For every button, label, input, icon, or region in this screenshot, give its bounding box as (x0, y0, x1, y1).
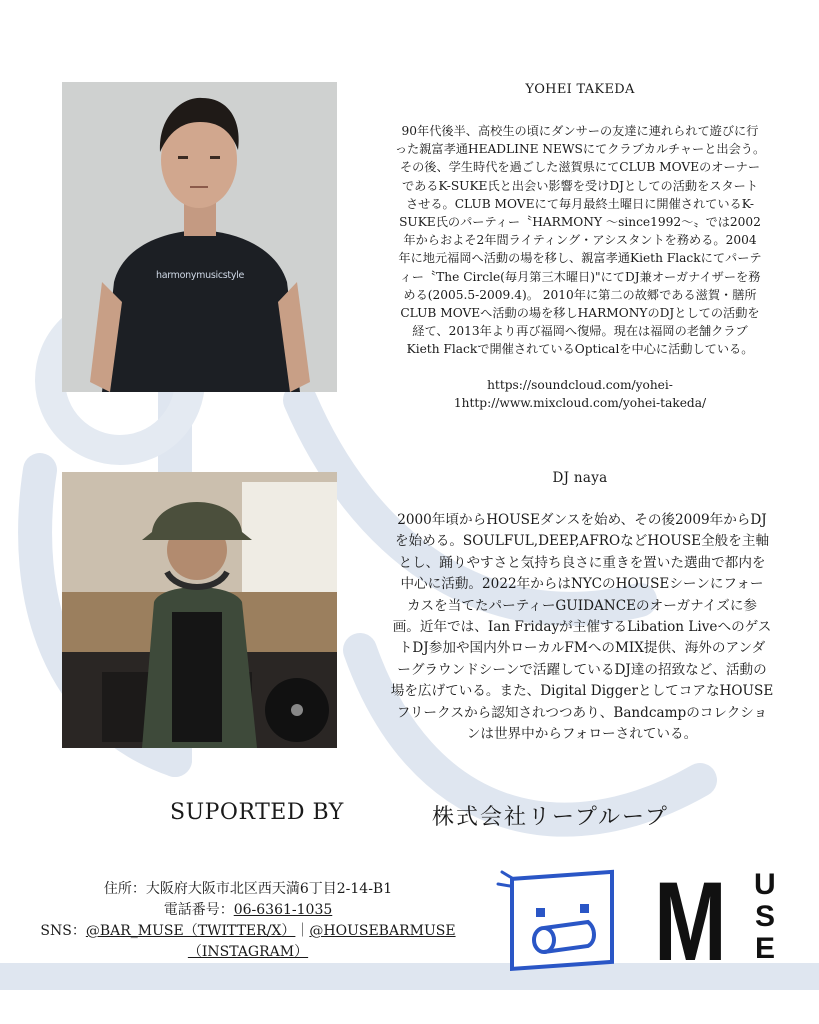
mixcloud-link[interactable]: 1http://www.mixcloud.com/yohei-takeda/ (453, 396, 707, 410)
shirt-print: harmonymusicstyle (155, 270, 245, 281)
mascot-logo-icon (496, 868, 622, 976)
profile-name: YOHEI TAKEDA (525, 82, 635, 97)
profile-bio: 2000年頃からHOUSEダンスを始め、その後2009年からDJ を始める。SOULFUL,DEEP,AFROなどHOUSE全般を主軸 とし、踊りやすさと気持ち良さに重きを置いた選曲で都内を 中心に活動。2022年からはNYCのHOUSEシーンにフォー カスを当てたパーティーGUIDANCEのオーガナイズに参 画。近年では、Ian Fridayが主催するLibation Liveへのゲス トDJ参加や国内外ローカルFMへのMIX提供、海外のアンダ ーグラウンドシーンで活躍しているDJ達の招致など、活動の 場を広げている。また、Digital DiggerとしてコアなHOUSE フリークスから認知されつつあり、Bandcampのコレクショ ンは世界中からフォローされている。 (390, 512, 774, 743)
yohei-takeda-photo (62, 82, 337, 392)
twitter-link[interactable]: @BAR_MUSE（TWITTER/X） (85, 923, 296, 939)
phone-label: 電話番号： (163, 902, 234, 918)
muse-logo (654, 859, 794, 984)
bottom-strip (0, 990, 819, 1024)
muse-letter-e: E (755, 932, 776, 965)
muse-letter-m: M (654, 859, 727, 984)
contact-info (18, 879, 478, 963)
sponsor-company-name: 株式会社リープループ (432, 805, 669, 830)
sns-label: SNS： (40, 923, 86, 939)
profile-links (360, 376, 800, 412)
dj-naya-photo (62, 472, 337, 748)
soundcloud-link[interactable]: https://soundcloud.com/yohei- (487, 378, 673, 392)
phone-link[interactable]: 06-6361-1035 (233, 902, 333, 918)
muse-letter-u: U (754, 868, 776, 901)
instagram-label[interactable]: （INSTAGRAM） (187, 944, 309, 960)
profile-bio: 90年代後半、高校生の頃にダンサーの友達に連れられて遊びに行 った親富孝通HEADLINE NEWSにてクラブカルチャーと出会う。 その後、学生時代を過ごした滋賀県にてCLUB MOVEのオーナー であるK-SUKE氏と出会い影響を受けDJとしての活動をスタート させる。CLUB MOVEにて毎月最終土曜日に開催されているK- SUKE氏のパーティー〝HARMONY 〜since1992〜〟では2002 年からおよそ2年間ライティング・アシスタントを務める。2004 年に地元福岡へ活動の場を移し、親富孝通Kieth Flackにてパーテ ィー〝The Circle(毎月第三木曜日)"にてDJ兼オーガナイザーを務 める(2005.5-2009.4)。 2010年に第二の故郷である滋賀・膳所 CLUB MOVEへ活動の場を移しHARMONYのDJとしての活動を 経て、2013年より再び福岡へ復帰。現在は福岡の老舗クラブ Kieth Flackで開催されているOpticalを中心に活動している。 (394, 124, 766, 357)
instagram-link[interactable]: @HOUSEBARMUSE (309, 923, 456, 939)
profile-name: DJ naya (552, 470, 608, 486)
muse-letter-s: S (755, 900, 776, 933)
separator: ｜ (295, 923, 310, 939)
address: 住所：大阪府大阪市北区西天満6丁目2-14-B1 (103, 881, 393, 897)
supported-by-label: SUPORTED BY (170, 800, 344, 825)
